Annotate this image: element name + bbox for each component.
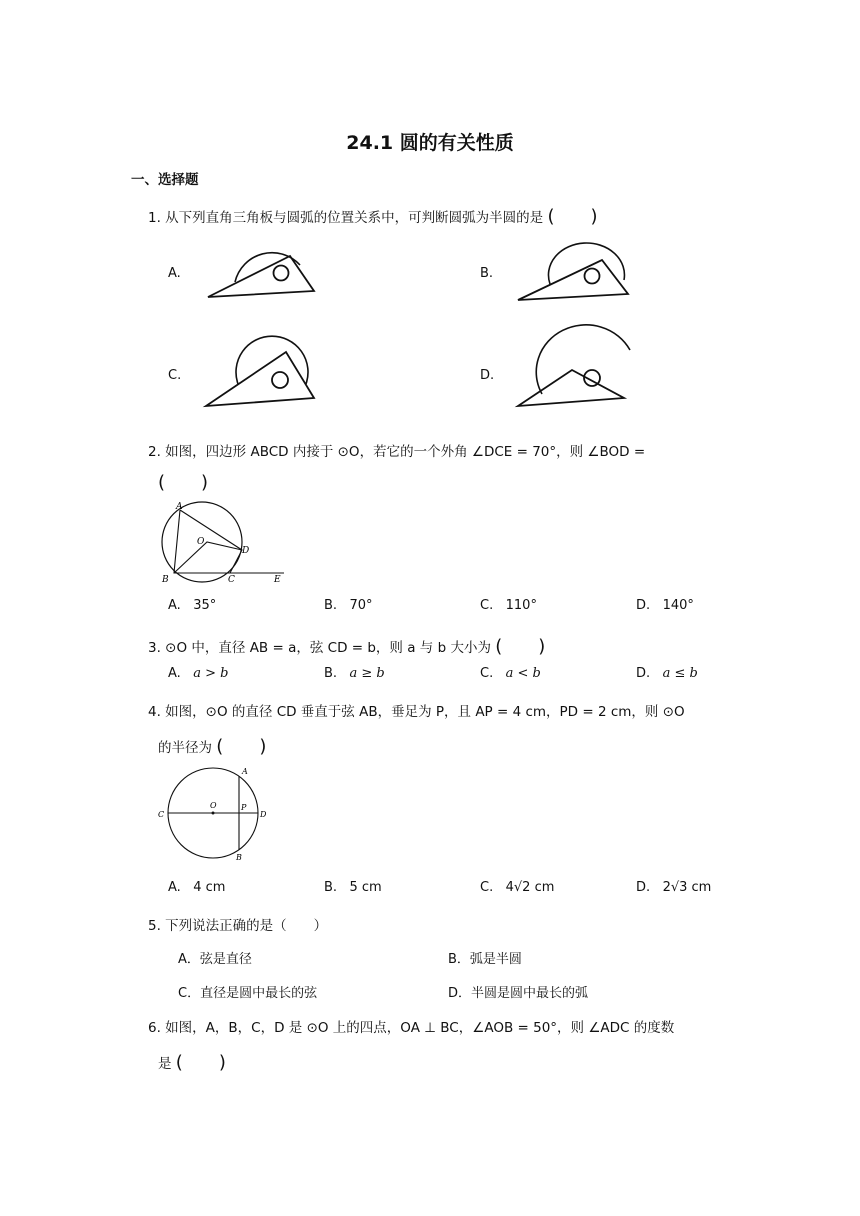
q1-option-b-label: B. bbox=[480, 266, 494, 281]
question-6-line-2 bbox=[158, 1048, 226, 1074]
option-value: a < b bbox=[505, 666, 541, 681]
fig-label-e: E bbox=[274, 575, 281, 585]
q2-option-c[interactable] bbox=[480, 598, 537, 613]
option-value: 4 cm bbox=[193, 880, 226, 895]
q4-option-c[interactable] bbox=[480, 880, 554, 895]
option-letter: C. bbox=[480, 666, 494, 681]
q1-figure-b bbox=[512, 240, 632, 306]
fig-label-d: D bbox=[260, 810, 267, 819]
option-value: a > b bbox=[193, 666, 229, 681]
option-value: a ≥ b bbox=[349, 666, 385, 681]
option-value: 4√2 cm bbox=[505, 880, 555, 895]
q1-figure-a bbox=[200, 240, 320, 304]
question-4-line-1: 4. 如图，⊙O 的直径 CD 垂直于弦 AB，垂足为 P，且 AP = 4 cm，PD = 2 cm，则 ⊙O bbox=[148, 704, 685, 720]
fig-label-o: O bbox=[210, 801, 217, 810]
option-letter: B. bbox=[324, 666, 338, 681]
question-1-text bbox=[148, 202, 598, 228]
option-letter: B. bbox=[324, 880, 338, 895]
option-value: 5 cm bbox=[349, 880, 382, 895]
answer-blank: ( ) bbox=[547, 206, 598, 227]
option-value: 半圆是圆中最长的弧 bbox=[471, 986, 589, 1001]
question-6-stem: 是 bbox=[158, 1056, 172, 1072]
section-heading: 一、选择题 bbox=[131, 172, 199, 188]
fig-label-c: C bbox=[158, 810, 165, 819]
fig-label-p: P bbox=[241, 803, 247, 812]
option-letter: A． bbox=[178, 952, 200, 967]
q5-option-b[interactable] bbox=[448, 948, 522, 967]
option-letter: A. bbox=[168, 880, 181, 895]
option-letter: C． bbox=[178, 986, 201, 1001]
fig-label-d: D bbox=[242, 546, 250, 556]
option-value: 弧是半圆 bbox=[469, 952, 522, 967]
option-letter: D. bbox=[636, 666, 651, 681]
q5-option-d[interactable] bbox=[448, 982, 588, 1001]
question-3-text bbox=[148, 632, 545, 658]
q3-option-d[interactable] bbox=[636, 666, 698, 681]
q4-option-d[interactable] bbox=[636, 880, 711, 895]
q4-figure bbox=[156, 762, 274, 864]
question-4-stem: 的半径为 bbox=[158, 740, 212, 756]
option-value: 直径是圆中最长的弦 bbox=[200, 986, 318, 1001]
fig-label-b: B bbox=[162, 575, 169, 585]
option-value: a ≤ b bbox=[662, 666, 698, 681]
option-letter: C. bbox=[480, 598, 494, 613]
q1-option-d-label: D. bbox=[480, 368, 495, 383]
q4-option-a[interactable] bbox=[168, 880, 225, 895]
page-title: 24.1 圆的有关性质 bbox=[346, 132, 514, 154]
question-2-text: 2. 如图，四边形 ABCD 内接于 ⊙O，若它的一个外角 ∠DCE = 70°，则 ∠BOD = bbox=[148, 444, 646, 460]
option-value: 35° bbox=[193, 598, 217, 613]
q1-figure-d bbox=[512, 336, 636, 410]
answer-blank: ( ) bbox=[216, 736, 267, 757]
option-letter: A. bbox=[168, 598, 181, 613]
q3-option-b[interactable] bbox=[324, 666, 385, 681]
q1-option-a-label: A. bbox=[168, 266, 181, 281]
q2-option-b[interactable] bbox=[324, 598, 373, 613]
option-letter: D. bbox=[636, 880, 651, 895]
q1-option-c-label: C. bbox=[168, 368, 182, 383]
question-4-line-2 bbox=[158, 732, 266, 758]
q4-option-b[interactable] bbox=[324, 880, 382, 895]
q5-option-a[interactable] bbox=[178, 948, 252, 967]
q2-option-a[interactable] bbox=[168, 598, 216, 613]
question-6-line-1: 6. 如图，A，B，C，D 是 ⊙O 上的四点，OA ⊥ BC，∠AOB = 50°，则 ∠ADC 的度数 bbox=[148, 1020, 675, 1036]
option-letter: B． bbox=[448, 952, 470, 967]
option-letter: A. bbox=[168, 666, 181, 681]
q2-figure bbox=[156, 496, 292, 586]
question-5-text: 5. 下列说法正确的是（ ） bbox=[148, 918, 328, 934]
q5-option-c[interactable] bbox=[178, 982, 317, 1001]
option-letter: D． bbox=[448, 986, 472, 1001]
q3-option-c[interactable] bbox=[480, 666, 541, 681]
answer-blank: ( ) bbox=[158, 472, 209, 493]
option-value: 弦是直径 bbox=[199, 952, 252, 967]
option-letter: C. bbox=[480, 880, 494, 895]
fig-label-a: A bbox=[242, 767, 248, 776]
option-value: 140° bbox=[662, 598, 694, 613]
option-value: 2√3 cm bbox=[662, 880, 712, 895]
fig-label-c: C bbox=[228, 575, 235, 585]
option-value: 70° bbox=[349, 598, 373, 613]
fig-label-b: B bbox=[236, 853, 242, 862]
fig-label-a: A bbox=[176, 502, 183, 512]
option-letter: D. bbox=[636, 598, 651, 613]
q1-figure-c bbox=[200, 336, 320, 410]
q2-option-d[interactable] bbox=[636, 598, 694, 613]
question-3-stem: 3. ⊙O 中，直径 AB = a，弦 CD = b，则 a 与 b 大小为 bbox=[148, 640, 491, 656]
fig-label-o: O bbox=[197, 537, 205, 547]
q3-option-a[interactable] bbox=[168, 666, 228, 681]
answer-blank: ( ) bbox=[175, 1052, 226, 1073]
option-value: 110° bbox=[505, 598, 537, 613]
answer-blank: ( ) bbox=[495, 636, 546, 657]
option-letter: B. bbox=[324, 598, 338, 613]
question-1-stem: 1. 从下列直角三角板与圆弧的位置关系中，可判断圆弧为半圆的是 bbox=[148, 210, 544, 226]
